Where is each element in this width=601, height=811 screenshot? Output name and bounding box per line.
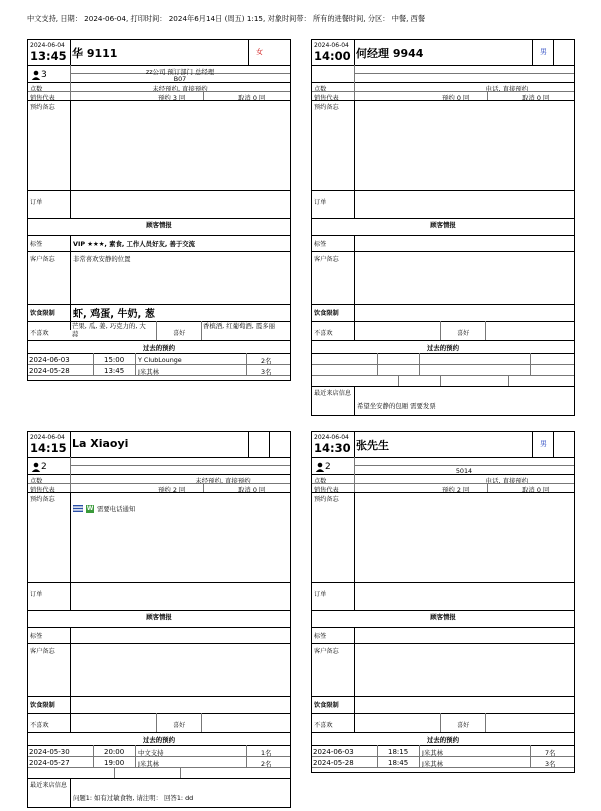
points-label: 点数 [30, 478, 43, 485]
card-time: 14:00 [314, 49, 351, 63]
person-icon [315, 462, 325, 472]
customer-memo-label: 客户备忘 [314, 256, 339, 263]
party-count: 2 [41, 462, 47, 472]
past-time: 15:00 [104, 356, 125, 364]
customer-info-heading: 顾客情报 [430, 613, 456, 621]
past-venue: Y ClubLounge [138, 356, 182, 364]
dislikes-label: 不喜欢 [314, 722, 333, 729]
reservation-card [27, 431, 291, 808]
gender-badge: 男 [532, 40, 554, 65]
likes-label: 喜好 [173, 722, 186, 729]
person-icon [31, 70, 41, 80]
past-time: 18:15 [388, 748, 409, 756]
order-label: 订单 [30, 591, 43, 598]
guest-name: 何经理 9944 [356, 47, 424, 60]
customer-memo-label: 客户备忘 [30, 256, 55, 263]
reserve-count: 预约 2 回 [442, 485, 470, 494]
points-label: 点数 [314, 86, 327, 93]
booking-method: 未经预约, 直接预约 [152, 85, 208, 93]
past-venue: J米其林 [138, 368, 160, 376]
dietary-label: 饮食限制 [314, 310, 339, 317]
dislikes-label: 不喜欢 [30, 722, 49, 729]
reservation-memo-label: 预约备忘 [314, 496, 339, 503]
card-date: 2024-06-04 [30, 434, 65, 441]
tags-label: 标签 [314, 633, 327, 640]
party-size [31, 70, 47, 80]
party-size [315, 462, 331, 472]
past-guests: 3名 [545, 760, 556, 768]
card-time: 14:30 [314, 441, 351, 455]
dietary-restrictions: 虾, 鸡蛋, 牛奶, 葱 [73, 309, 155, 320]
reservation-card [311, 431, 575, 773]
past-guests: 2名 [261, 357, 272, 365]
past-guests: 7名 [545, 749, 556, 757]
past-guests: 3名 [261, 368, 272, 376]
party-count: 3 [41, 70, 47, 80]
tags-label: 标签 [314, 241, 327, 248]
recent-visit-label: 最近来店信息 [314, 390, 352, 397]
past-reservations-heading: 过去的预约 [427, 736, 459, 744]
recent-visit-label: 最近来店信息 [30, 782, 68, 789]
booking-method: 电话, 直接预约 [485, 85, 529, 93]
booking-method: 未经预约, 直接预约 [195, 477, 251, 485]
table-number: B07 [173, 75, 187, 83]
card-time: 13:45 [30, 49, 67, 63]
past-guests: 1名 [261, 749, 272, 757]
customer-info-heading: 顾客情报 [146, 613, 172, 621]
print-header: 中文支持, 日期： 2024-06-04, 打印时间： 2024年6月14日 (周五) 1:15, 对象时间带： 所有的进餐时间, 分区： 中餐, 西餐 [27, 14, 426, 23]
dislikes-value: 芒果, 瓜, 姜, 巧克力的, 大蒜 [72, 322, 146, 338]
card-date: 2024-06-04 [314, 434, 349, 441]
sales-rep-label: 销售代表 [30, 486, 55, 494]
flag-icon [73, 505, 83, 512]
person-icon [31, 462, 41, 472]
gender-badge: 男 [532, 432, 554, 457]
points-label: 点数 [30, 86, 43, 93]
dietary-label: 饮食限制 [30, 310, 55, 317]
customer-info-heading: 顾客情报 [146, 221, 172, 229]
table-number: 5014 [455, 467, 473, 475]
order-label: 订单 [314, 199, 327, 206]
past-venue: J米其林 [138, 760, 160, 768]
reserve-count: 预约 3 回 [158, 93, 186, 102]
past-date: 2024-06-03 [29, 356, 70, 364]
customer-tags: VIP ★★★, 素食, 工作人员好友, 善于交流 [73, 240, 196, 248]
reservation-memo [73, 504, 135, 513]
card-time: 14:15 [30, 441, 67, 455]
cancel-count: 取消 0 回 [522, 485, 550, 494]
customer-memo-label: 客户备忘 [314, 648, 339, 655]
order-label: 订单 [314, 591, 327, 598]
reservation-card [311, 39, 575, 416]
company-title: zz公司 预订部门 总经理 [145, 67, 215, 76]
reservation-memo-label: 预约备忘 [314, 104, 339, 111]
likes-label: 喜好 [173, 330, 186, 337]
likes-value: 香槟酒, 红葡萄酒, 霞多丽 [203, 322, 276, 330]
sales-rep-label: 销售代表 [314, 486, 339, 494]
dietary-label: 饮食限制 [30, 702, 55, 709]
cancel-count: 取消 0 回 [522, 93, 550, 102]
tags-label: 标签 [30, 241, 43, 248]
party-size [31, 462, 47, 472]
w-badge-icon: W [86, 504, 94, 512]
past-guests: 2名 [261, 760, 272, 768]
tags-label: 标签 [30, 633, 43, 640]
sales-rep-label: 销售代表 [30, 94, 55, 102]
guest-name: 张先生 [356, 439, 389, 452]
past-time: 19:00 [104, 759, 125, 767]
likes-label: 喜好 [457, 722, 470, 729]
reserve-count: 预约 0 回 [442, 93, 470, 102]
past-date: 2024-05-28 [29, 367, 70, 375]
past-reservations-heading: 过去的预约 [427, 344, 459, 352]
past-venue: J米其林 [422, 760, 444, 768]
booking-method: 电话, 直接预约 [485, 477, 529, 485]
past-venue: J米其林 [422, 749, 444, 757]
customer-memo: 非常喜欢安静的位置 [73, 255, 131, 263]
card-date: 2024-06-04 [30, 42, 65, 49]
recent-visit-note: 希望坐安静的包厢 需要发票 [357, 402, 436, 410]
dislikes-label: 不喜欢 [30, 330, 49, 337]
reservation-memo-label: 预约备忘 [30, 104, 55, 111]
card-date: 2024-06-04 [314, 42, 349, 49]
cancel-count: 取消 0 回 [238, 93, 266, 102]
cancel-count: 取消 0 回 [238, 485, 266, 494]
past-date: 2024-05-28 [313, 759, 354, 767]
gender-badge: 女 [248, 40, 270, 65]
past-date: 2024-05-30 [29, 748, 70, 756]
past-reservations-heading: 过去的预约 [143, 344, 175, 352]
reservation-memo-label: 预约备忘 [30, 496, 55, 503]
sales-rep-label: 销售代表 [314, 94, 339, 102]
dietary-label: 饮食限制 [314, 702, 339, 709]
party-count: 2 [325, 462, 331, 472]
past-time: 20:00 [104, 748, 125, 756]
dislikes-label: 不喜欢 [314, 330, 333, 337]
past-venue: 中文支持 [138, 749, 164, 757]
recent-visit-note: 问题1: 如有过敏食物, 请注明： 回答1: dd [73, 794, 194, 802]
past-date: 2024-06-03 [313, 748, 354, 756]
customer-info-heading: 顾客情报 [430, 221, 456, 229]
guest-name: 华 9111 [72, 47, 118, 60]
guest-name: La Xiaoyi [72, 437, 129, 450]
customer-memo-label: 客户备忘 [30, 648, 55, 655]
reserve-count: 预约 2 回 [158, 485, 186, 494]
likes-label: 喜好 [457, 330, 470, 337]
points-label: 点数 [314, 478, 327, 485]
past-reservations-heading: 过去的预约 [143, 736, 175, 744]
reservation-card [27, 39, 291, 381]
reservation-memo-text: 需要电话通知 [97, 505, 136, 513]
order-label: 订单 [30, 199, 43, 206]
past-date: 2024-05-27 [29, 759, 70, 767]
past-time: 18:45 [388, 759, 409, 767]
past-time: 13:45 [104, 367, 125, 375]
